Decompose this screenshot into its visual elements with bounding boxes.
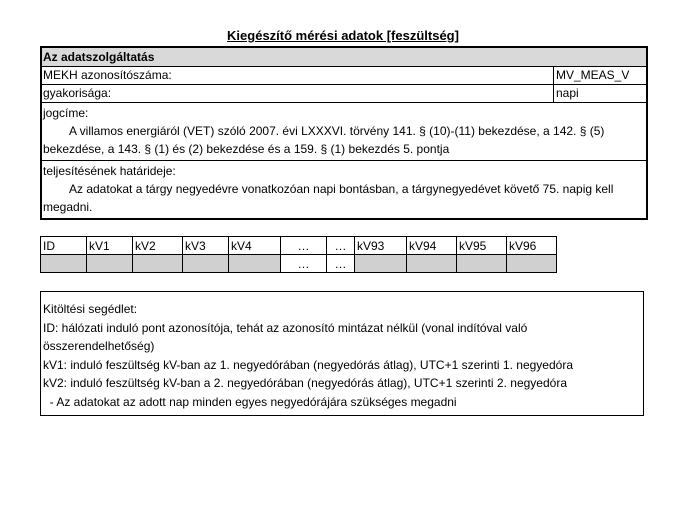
- header-cell-ellipsis: …: [327, 237, 355, 255]
- deadline-text-2: megadni.: [43, 200, 93, 214]
- input-cell[interactable]: [183, 255, 229, 273]
- legal-basis-text-2: bekezdése, a 143. § (1) és (2) bekezdése és a 159. § (1) bekezdés 5. pontja: [43, 142, 450, 156]
- header-cell-kv2: kV2: [133, 237, 183, 255]
- header-cell-kv96: kV96: [507, 237, 557, 255]
- input-cell[interactable]: [355, 255, 407, 273]
- header-cell-ellipsis: …: [281, 237, 327, 255]
- input-cell[interactable]: [457, 255, 507, 273]
- deadline-text-1: Az adatokat a tárgy negyedévre vonatkozóan napi bontásban, a tárgynegyedévet követő 75. napig kell: [69, 182, 614, 196]
- header-cell-kv93: kV93: [355, 237, 407, 255]
- header-cell-kv1: kV1: [87, 237, 133, 255]
- input-cell[interactable]: [133, 255, 183, 273]
- input-cell[interactable]: [41, 255, 87, 273]
- frequency-row: [42, 85, 646, 103]
- info-box: [40, 46, 648, 220]
- header-cell-kv4: kV4: [229, 237, 281, 255]
- ellipsis-cell: …: [281, 255, 327, 273]
- legal-basis-text-1: A villamos energiáról (VET) szóló 2007. évi LXXXVI. törvény 141. § (10)-(11) bekezdése, a 142. § (5): [69, 124, 605, 138]
- deadline-row: [42, 161, 646, 218]
- id-label: MEKH azonosítószáma:: [43, 68, 172, 82]
- frequency-value[interactable]: napi: [553, 85, 646, 102]
- legal-basis-label: jogcíme:: [43, 106, 89, 120]
- data-grid: [40, 236, 557, 273]
- id-value[interactable]: MV_MEAS_V: [553, 67, 646, 84]
- page-title: Kiegészítő mérési adatok [feszültség]: [227, 28, 459, 43]
- grid-header-row: [41, 237, 557, 255]
- legal-basis-row: [42, 103, 646, 161]
- grid-input-row: [41, 255, 557, 273]
- help-line-note: - Az adatokat az adott nap minden egyes negyedórájára szükséges megadni: [43, 394, 457, 409]
- input-cell[interactable]: [407, 255, 457, 273]
- header-cell-kv3: kV3: [183, 237, 229, 255]
- help-title: Kitöltési segédlet:: [43, 302, 138, 316]
- id-row: [42, 67, 646, 85]
- help-line-kv1: kV1: induló feszültség kV-ban az 1. negyedórában (negyedórás átlag), UTC+1 szerinti 1. negyedóra: [43, 357, 573, 372]
- ellipsis-cell: …: [327, 255, 355, 273]
- help-line-kv2: kV2: induló feszültség kV-ban a 2. negyedórában (negyedórás átlag), UTC+1 szerinti 2. negyedóra: [43, 376, 567, 390]
- header-cell-id: ID: [41, 237, 87, 255]
- deadline-label: teljesítésének határideje:: [43, 164, 176, 178]
- input-cell[interactable]: [229, 255, 281, 273]
- info-header: Az adatszolgáltatás: [42, 48, 646, 67]
- help-line-id-cont: összerendelhetőség): [43, 339, 155, 353]
- header-cell-kv94: kV94: [407, 237, 457, 255]
- help-line-id: ID: hálózati induló pont azonosítója, tehát az azonosító mintázat nélkül (vonal indítóval való: [43, 320, 528, 335]
- frequency-label: gyakorisága:: [43, 86, 112, 100]
- header-cell-kv95: kV95: [457, 237, 507, 255]
- help-box: [40, 291, 644, 416]
- input-cell[interactable]: [87, 255, 133, 273]
- input-cell[interactable]: [507, 255, 557, 273]
